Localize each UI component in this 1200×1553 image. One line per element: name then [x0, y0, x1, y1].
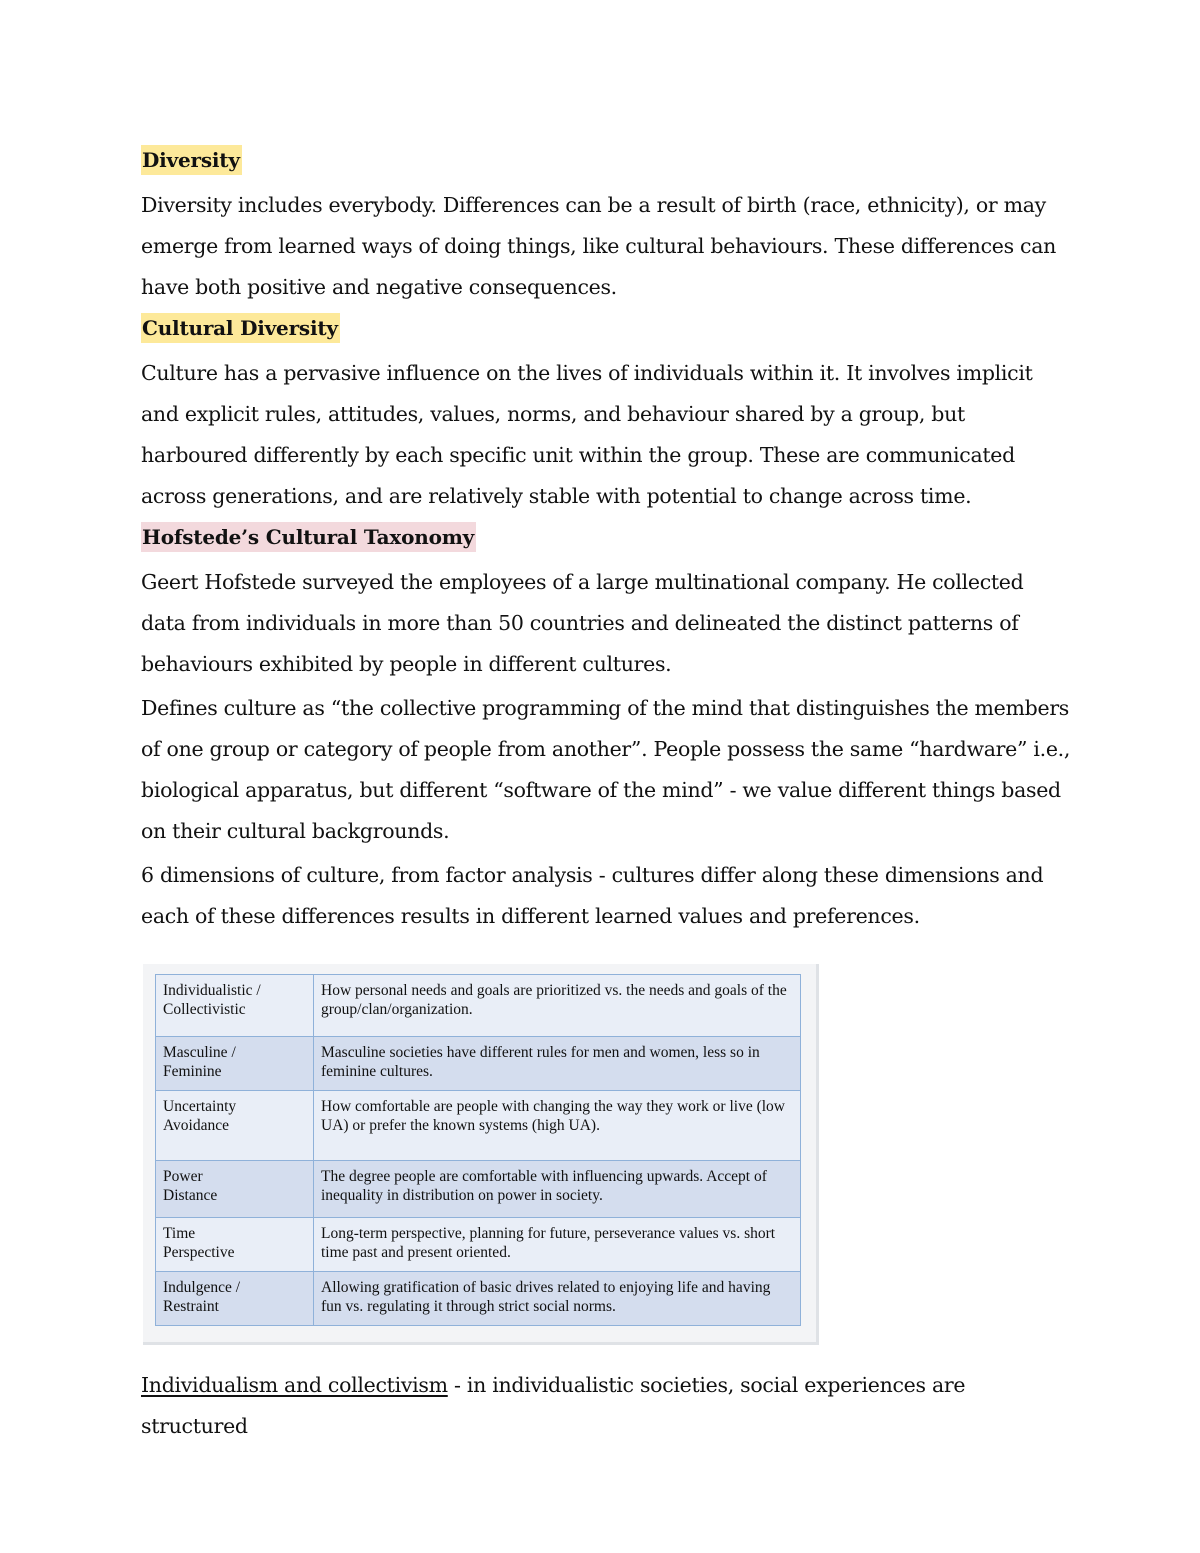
table-row [156, 1218, 801, 1272]
diversity-paragraph: Diversity includes everybody. Differences can be a result of birth (race, ethnicity), or may emerge from learned ways of doing things, like cultural behaviours. These differences can have both positive and negative consequences. [141, 193, 1057, 299]
individualism-text: - in individualistic societies, social experiences are structured [141, 1373, 966, 1438]
dimension-description: Masculine societies have different rules for men and women, less so in feminine cultures. [314, 1037, 801, 1091]
dimension-description: The degree people are comfortable with influencing upwards. Accept of inequality in distribution on power in society. [314, 1161, 801, 1218]
dimensions-table [155, 974, 801, 1326]
dimension-name: Masculine / Feminine [156, 1037, 314, 1091]
hofstede-paragraph-2: Defines culture as “the collective programming of the mind that distinguishes the members of one group or category of people from another”. People possess the same “hardware” i.e., biological apparatus, but different “software of the mind” - we value different things based on their cultural backgrounds. [141, 696, 1071, 843]
table-row [156, 975, 801, 1037]
table-row [156, 1037, 801, 1091]
hofstede-paragraph-3: 6 dimensions of culture, from factor analysis - cultures differ along these dimensions and each of these differences results in different learned values and preferences. [141, 863, 1044, 928]
document-page [141, 140, 1071, 937]
dimension-name: Uncertainty Avoidance [156, 1091, 314, 1161]
dimension-name: Indulgence / Restraint [156, 1272, 314, 1326]
cultural-diversity-paragraph: Culture has a pervasive influence on the lives of individuals within it. It involves implicit and explicit rules, attitudes, values, norms, and behaviour shared by a group, but harboured differently by each specific unit within the group. These are communicated across generations, and are relatively stable with potential to change across time. [141, 361, 1033, 508]
dimension-name: Power Distance [156, 1161, 314, 1218]
dimensions-table-image [143, 964, 819, 1345]
dimension-name: Time Perspective [156, 1218, 314, 1272]
dimension-name: Individualistic / Collectivistic [156, 975, 314, 1037]
cultural-diversity-heading: Cultural Diversity [141, 313, 340, 343]
table-row [156, 1091, 801, 1161]
individualism-term: Individualism and collectivism [141, 1373, 448, 1397]
hofstede-heading: Hofstede’s Cultural Taxonomy [141, 522, 476, 552]
dimension-description: How comfortable are people with changing the way they work or live (low UA) or prefer the known systems (high UA). [314, 1091, 801, 1161]
individualism-line [141, 1365, 1071, 1447]
table-row [156, 1272, 801, 1326]
dimension-description: Allowing gratification of basic drives related to enjoying life and having fun vs. regulating it through strict social norms. [314, 1272, 801, 1326]
dimension-description: Long-term perspective, planning for future, perseverance values vs. short time past and present oriented. [314, 1218, 801, 1272]
dimension-description: How personal needs and goals are prioritized vs. the needs and goals of the group/clan/organization. [314, 975, 801, 1037]
diversity-heading: Diversity [141, 145, 242, 175]
table-row [156, 1161, 801, 1218]
hofstede-paragraph-1: Geert Hofstede surveyed the employees of a large multinational company. He collected data from individuals in more than 50 countries and delineated the distinct patterns of behaviours exhibited by people in different cultures. [141, 570, 1024, 676]
